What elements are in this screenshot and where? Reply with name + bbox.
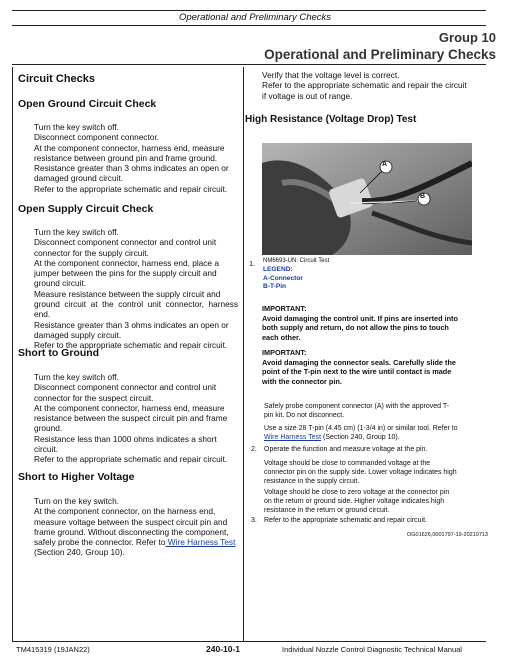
text-line: each other. [262,332,301,342]
wire-harness-test-link-2[interactable]: Wire Harness Test [264,434,322,441]
text-line: Refer to the appropriate schematic and repair circuit. [34,454,228,465]
text-line: connector for the suspect circuit. [34,392,154,403]
important-note-2 [262,348,482,386]
text-line: Turn the key switch off. [34,372,119,382]
step-3-number: 3. [251,517,257,524]
text-line: At the component connector, harness end, measure [34,402,225,413]
text-line: circuit. [34,444,58,455]
important-label: IMPORTANT: [262,348,307,357]
header-rule [12,25,486,26]
step-2-supply-note [264,459,482,486]
text-line: on the return or ground side. Higher voltage indicates high [264,498,445,505]
short-higher-voltage-title: Short to Higher Voltage [18,471,135,483]
text-line: ground circuit. [34,278,87,289]
footer-manual-title: Individual Nozzle Control Diagnostic Technical Manual [282,645,462,654]
important-note-1 [262,304,482,342]
callout-a-label: A [382,161,388,168]
text-line: pin kit. Do not disconnect. [264,412,345,419]
text-line: Verify that the voltage level is correct. [262,70,400,80]
step-2-number: 2. [251,446,257,453]
text-line: resistance in the supply circuit. [264,478,360,485]
reference-code: OG01626,0001797-19-20210713 [406,532,488,538]
caption-number: 1. [249,259,256,268]
text-line: Resistance greater than 3 ohms indicates an open or [34,319,229,330]
important-label: IMPORTANT: [262,304,307,313]
title-rule [12,64,486,65]
text-line: Turn the key switch off. [34,122,119,132]
circuit-checks-heading: Circuit Checks [18,73,96,85]
running-title: Operational and Preliminary Checks [178,12,332,23]
tpin-size-instruction [264,424,482,442]
legend-title: LEGEND: [263,266,293,273]
legend [263,266,303,292]
text-line: Resistance less than 1000 ohms indicates a short [34,433,217,444]
text-line: Resistance greater than 3 ohms indicates an open or [34,163,229,174]
text-line: connector for the supply circuit. [34,247,149,258]
high-resistance-title: High Resistance (Voltage Drop) Test [245,114,417,125]
text-line: Avoid damaging the control unit. If pins are inserted into [262,313,458,323]
text-line: jumper between the pins for the supply circuit and [34,268,217,279]
open-supply-title: Open Supply Circuit Check [18,203,154,215]
photo-caption: NM6693-UN: Circuit Test [263,258,330,264]
text-line: Disconnect component connector and control unit [34,237,217,248]
text-line: measure voltage between the suspect circuit pin and [34,516,228,527]
text-line: damaged ground circuit. [34,173,124,184]
text-span: safely probe the connector. Refer to [34,537,166,548]
text-line: Turn on the key switch. [34,496,120,506]
legend-item: A-Connector [263,274,303,282]
connector-illustration [262,143,472,255]
text-line: resistance in the return or ground circuit. [264,507,390,514]
text-line [264,433,482,442]
step-2-text: Operate the function and measure voltage at the pin. [264,446,428,453]
text-line: At the component connector, on the harness end, [34,506,216,517]
short-higher-voltage-body [34,496,238,558]
open-supply-body [34,227,238,351]
text-line: damaged supply circuit. [34,329,122,340]
text-line: Disconnect component connector and control unit [34,382,217,393]
verify-block [262,70,482,101]
open-ground-body [34,122,238,194]
step-3-text: Refer to the appropriate schematic and repair circuit. [264,517,428,524]
callout-b-label: B [420,193,426,200]
text-line: resistance between ground pin and frame ground. [34,152,218,163]
text-line: ground. [34,423,63,434]
text-line: At the component connector, harness end, place a [34,257,219,268]
text-line: Measure resistance between the supply circuit and [34,288,221,299]
text-line: Turn the key switch off. [34,227,119,237]
text-line: Disconnect component connector. [34,132,159,143]
circuit-test-photo [262,143,472,255]
text-line: Voltage should be close to commanded voltage at the [264,460,431,467]
text-line: Refer to the appropriate schematic and repair circuit. [34,183,228,194]
text-line: resistance between the suspect circuit pin and frame [34,413,228,424]
text-line: Refer to the appropriate schematic and repair circuit. [34,340,228,351]
footer-manual-id: TM415319 (19JAN22) [16,645,90,654]
text-line: with the connector pin. [262,376,342,386]
short-to-ground-title: Short to Ground [18,347,100,359]
text-line [34,537,238,547]
group-number: Group 10 [438,30,496,45]
text-line: both supply and return, do not allow the pins to touch [262,323,449,333]
footer-page-number: 240-10-1 [206,644,241,654]
probe-instruction [264,402,482,420]
step-2-return-note [264,488,482,515]
text-span: (Section 240, Group 10). [321,434,400,441]
text-line: frame ground. Without disconnecting the component, [34,526,229,537]
wire-harness-test-link[interactable]: Wire Harness Test [165,537,236,548]
legend-item: B-T-Pin [263,283,287,290]
text-line: Safely probe component connector (A) with the approved T- [264,403,450,410]
text-line: Voltage should be close to zero voltage at the connector pin [264,489,450,496]
text-line: Avoid damaging the connector seals. Carefully slide the [262,357,456,367]
text-line: connector pin on the supply side. Lower voltage indicates high [264,469,457,476]
text-line: if voltage is out of range. [262,90,353,101]
text-line: (Section 240, Group 10). [34,547,125,558]
footer-rule [12,641,486,642]
text-line: Refer to the appropriate schematic and repair the circuit [262,80,467,91]
text-line: point of the T-pin next to the wire until contact is made [262,367,452,377]
short-to-ground-body [34,372,238,465]
open-ground-title: Open Ground Circuit Check [18,98,157,110]
text-line: ground circuit at the control unit connector, harness end. [34,299,238,320]
text-line: At the component connector, harness end, measure [34,142,225,153]
top-rule [12,10,486,11]
text-line: Use a size 28 T-pin (4.45 cm) (1-3/4 in) or similar tool. Refer to [264,425,458,432]
group-title: Operational and Preliminary Checks [264,47,496,62]
